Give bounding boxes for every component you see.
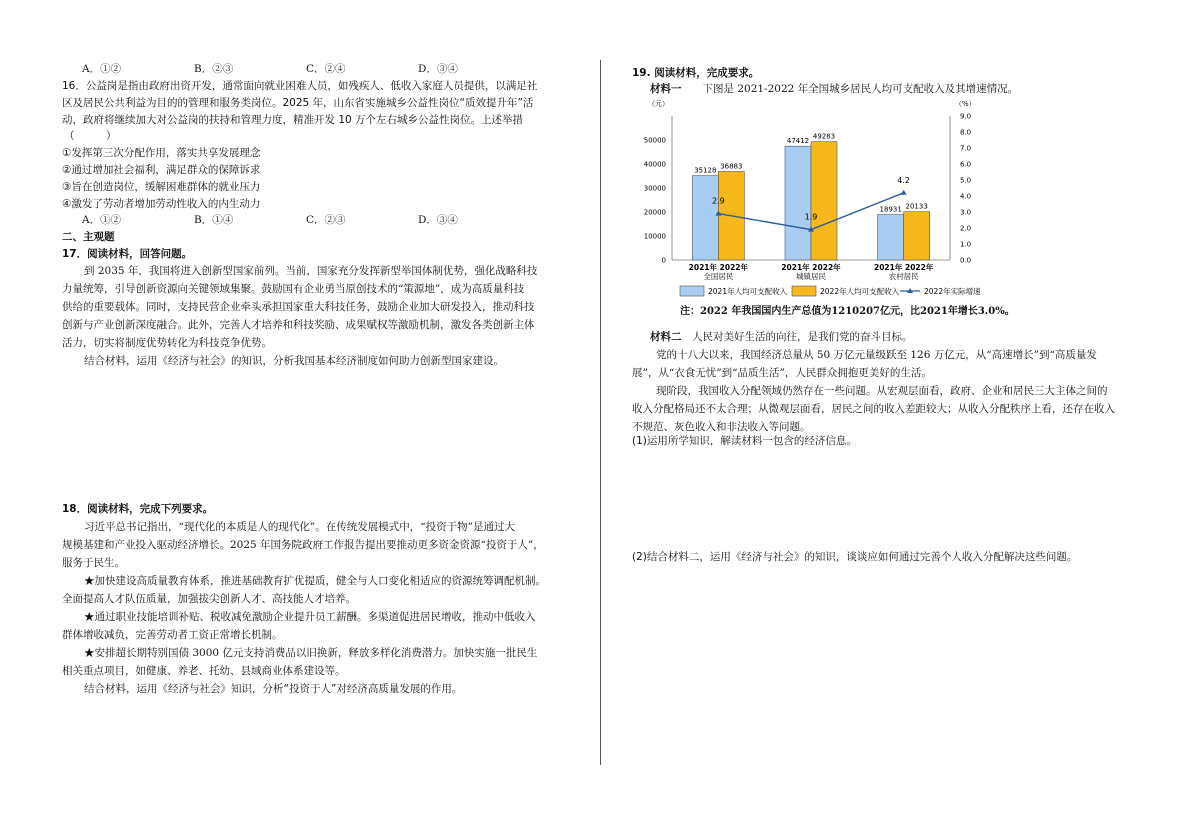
x-tick-label: 全国居民: [703, 272, 734, 281]
q15-option-b[interactable]: B．②③: [194, 63, 234, 75]
bar-value-label: 18931: [879, 205, 902, 214]
growth-value-label: 2.9: [711, 196, 725, 206]
y2-tick-label: 7.0: [960, 144, 972, 153]
chart-note: 注：2022 年我国国内生产总值为1210207亿元，比2021年增长3.0%。: [680, 306, 1015, 317]
bar-value-label: 36883: [720, 162, 743, 171]
y2-tick-label: 5.0: [960, 176, 972, 185]
legend-label: 2021年人均可支配收入: [708, 287, 788, 296]
q16-option-a[interactable]: A．①②: [82, 214, 122, 226]
q16-line: 区及居民公共利益为目的的管理和服务类岗位。2025 年，山东省实施城乡公益性岗位“质效提升年”活: [62, 97, 534, 109]
x-tick-label: 城镇居民: [796, 272, 826, 281]
q15-option-d[interactable]: D．③④: [418, 63, 458, 75]
x-tick-years: 2021年 2022年: [688, 263, 749, 272]
y-tick-label: 0: [661, 256, 666, 265]
bar-value-label: 35128: [694, 166, 717, 175]
q16-statement: ①发挥第三次分配作用，落实共享发展理念: [62, 147, 261, 159]
y-tick-label: 30000: [643, 184, 666, 193]
q18-title: 18．阅读材料，完成下列要求。: [62, 503, 214, 515]
q18-line: 群体增收减负，完善劳动者工资正常增长机制。: [62, 629, 283, 641]
column-divider: [600, 60, 601, 765]
q18-line: 习近平总书记指出，“现代化的本质是人的现代化”。在传统发展模式中，“投资于物”是通过大: [84, 521, 515, 533]
right-axis-unit: （%）: [955, 100, 976, 108]
y2-tick-label: 6.0: [960, 160, 972, 169]
material2-line: 展”，从“衣食无忧”到“品质生活”，人民群众拥抱更美好的生活。: [632, 367, 932, 379]
q17-line: 到 2035 年，我国将进入创新型国家前列。当前，国家充分发挥新型举国体制优势，强化战略科技: [84, 265, 538, 277]
legend-label: 2022年人均可支配收入: [820, 287, 900, 296]
q16-statement: ④激发了劳动者增加劳动性收入的内生动力: [62, 198, 261, 210]
section-heading: 二、主观题: [62, 231, 115, 243]
growth-value-label: 4.2: [897, 175, 911, 185]
q16-line: 动，政府将继续加大对公益岗的扶持和管理力度，精准开发 10 万个左右城乡公益性岗位。上述举措: [62, 114, 524, 126]
y2-tick-label: 0.0: [960, 256, 972, 265]
q17-prompt: 结合材料，运用《经济与社会》的知识，分析我国基本经济制度如何助力创新型国家建设。: [84, 355, 504, 367]
q17-line: 供给的重要载体。同时，支持民营企业牵头承担国家重大科技任务，鼓励企业加大研发投入，推动科技: [62, 301, 535, 313]
q18-prompt: 结合材料，运用《经济与社会》知识，分析“投资于人”对经济高质量发展的作用。: [84, 683, 463, 695]
q17-title: 17．阅读材料，回答问题。: [62, 248, 193, 260]
y2-tick-label: 3.0: [960, 208, 972, 217]
q16-line: 16．公益岗是指由政府出资开发，通常面向就业困难人员，如残疾人、低收入家庭人员提供，以满足社: [62, 80, 538, 92]
income-chart: [630, 86, 990, 318]
material2-label: 材料二: [650, 331, 682, 343]
bar: [878, 215, 904, 260]
q16-option-c[interactable]: C．②③: [306, 214, 346, 226]
bar: [904, 212, 930, 260]
legend-swatch: [680, 286, 704, 296]
material2-line: 收入分配格局还不太合理；从微观层面看，居民之间的收入差距较大；从收入分配秩序上看，还存在收入: [632, 403, 1115, 415]
x-tick-label: 农村居民: [888, 272, 919, 281]
bar-value-label: 49283: [812, 132, 836, 141]
y2-tick-label: 2.0: [960, 224, 972, 233]
material2-line: 不规范、灰色收入和非法收入等问题。: [632, 421, 811, 433]
bar: [785, 146, 811, 260]
material2-heading: [650, 330, 913, 344]
bar-value-label: 47412: [786, 137, 810, 146]
q18-line: 服务于民生。: [62, 557, 125, 569]
material1-caption: 下图是 2021-2022 年全国城乡居民人均可支配收入及其增速情况。: [702, 83, 1019, 95]
q16-answer-blank: （ ）: [64, 130, 117, 142]
y-tick-label: 50000: [643, 136, 666, 145]
material1-label: 材料一: [650, 83, 682, 95]
bar: [692, 176, 718, 260]
q16-statement: ②通过增加社会福利，满足群众的保障诉求: [62, 164, 261, 176]
q18-line: ★安排超长期特别国债 3000 亿元支持消费品以旧换新，释放多样化消费潜力。加快实施一批民生: [84, 647, 538, 659]
y2-tick-label: 4.0: [960, 192, 972, 201]
legend-label: 2022年实际增速: [924, 287, 981, 296]
q17-line: 力量统筹，引导创新资源向关键领域集聚。鼓励国有企业勇当原创技术的“策源地”，成为高质量科技: [62, 283, 525, 295]
growth-value-label: 1.9: [804, 212, 818, 222]
q15-option-a[interactable]: A．①②: [82, 63, 122, 75]
y2-tick-label: 1.0: [960, 240, 972, 249]
y-tick-label: 40000: [643, 160, 666, 169]
q18-line: ★加快建设高质量教育体系，推进基础教育扩优提质，健全与人口变化相适应的资源统筹调配机制。: [84, 575, 546, 587]
legend-swatch: [792, 286, 816, 296]
y2-tick-label: 8.0: [960, 128, 972, 137]
material2-line: 人民对美好生活的向往，是我们党的奋斗目标。: [692, 331, 913, 343]
q18-line: 规模基建和产业投入驱动经济增长。2025 年国务院政府工作报告提出要推动更多资金资源“投资于人”，: [62, 539, 544, 551]
q17-line: 创新与产业创新深度融合。此外，完善人才培养和科技奖励、成果赋权等激励机制，激发各类创新主体: [62, 319, 535, 331]
growth-point: [901, 190, 907, 195]
y2-tick-label: 9.0: [960, 112, 972, 121]
bar-value-label: 20133: [905, 202, 928, 211]
q18-line: 相关重点项目，如健康、养老、托幼、县域商业体系建设等。: [62, 665, 346, 677]
x-tick-years: 2021年 2022年: [781, 263, 841, 272]
bar: [811, 142, 837, 260]
y-tick-label: 10000: [643, 232, 666, 241]
q16-options: [82, 213, 530, 227]
q16-option-d[interactable]: D．③④: [418, 214, 458, 226]
material2-line: 现阶段，我国收入分配领域仍然存在一些问题。从宏观层面看，政府、企业和居民三大主体之间的: [656, 385, 1108, 397]
q18-line: 全面提高人才队伍质量，加强拔尖创新人才、高技能人才培养。: [62, 593, 356, 605]
q16-statement: ③旨在创造岗位，缓解困难群体的就业压力: [62, 181, 261, 193]
left-axis-unit: （元）: [648, 100, 669, 108]
q16-option-b[interactable]: B．①④: [194, 214, 234, 226]
q15-options: [82, 62, 530, 76]
q17-line: 活力，切实将制度优势转化为科技竞争优势。: [62, 337, 272, 349]
q15-option-c[interactable]: C．②④: [306, 63, 346, 75]
y-tick-label: 20000: [643, 208, 666, 217]
q19-sub2: (2)结合材料二，运用《经济与社会》的知识，谈谈应如何通过完善个人收入分配解决这些问题。: [632, 551, 1078, 563]
q19-title: 19. 阅读材料，完成要求。: [632, 67, 760, 79]
material2-line: 党的十八大以来，我国经济总量从 50 万亿元量级跃至 126 万亿元，从“高速增长”到“高质量发: [656, 349, 1097, 361]
q18-line: ★通过职业技能培训补贴、税收减免激励企业提升员工薪酬。多渠道促进居民增收，推动中低收入: [84, 611, 536, 623]
x-tick-years: 2021年 2022年: [873, 263, 934, 272]
q19-sub1: (1)运用所学知识，解读材料一包含的经济信息。: [632, 435, 857, 447]
